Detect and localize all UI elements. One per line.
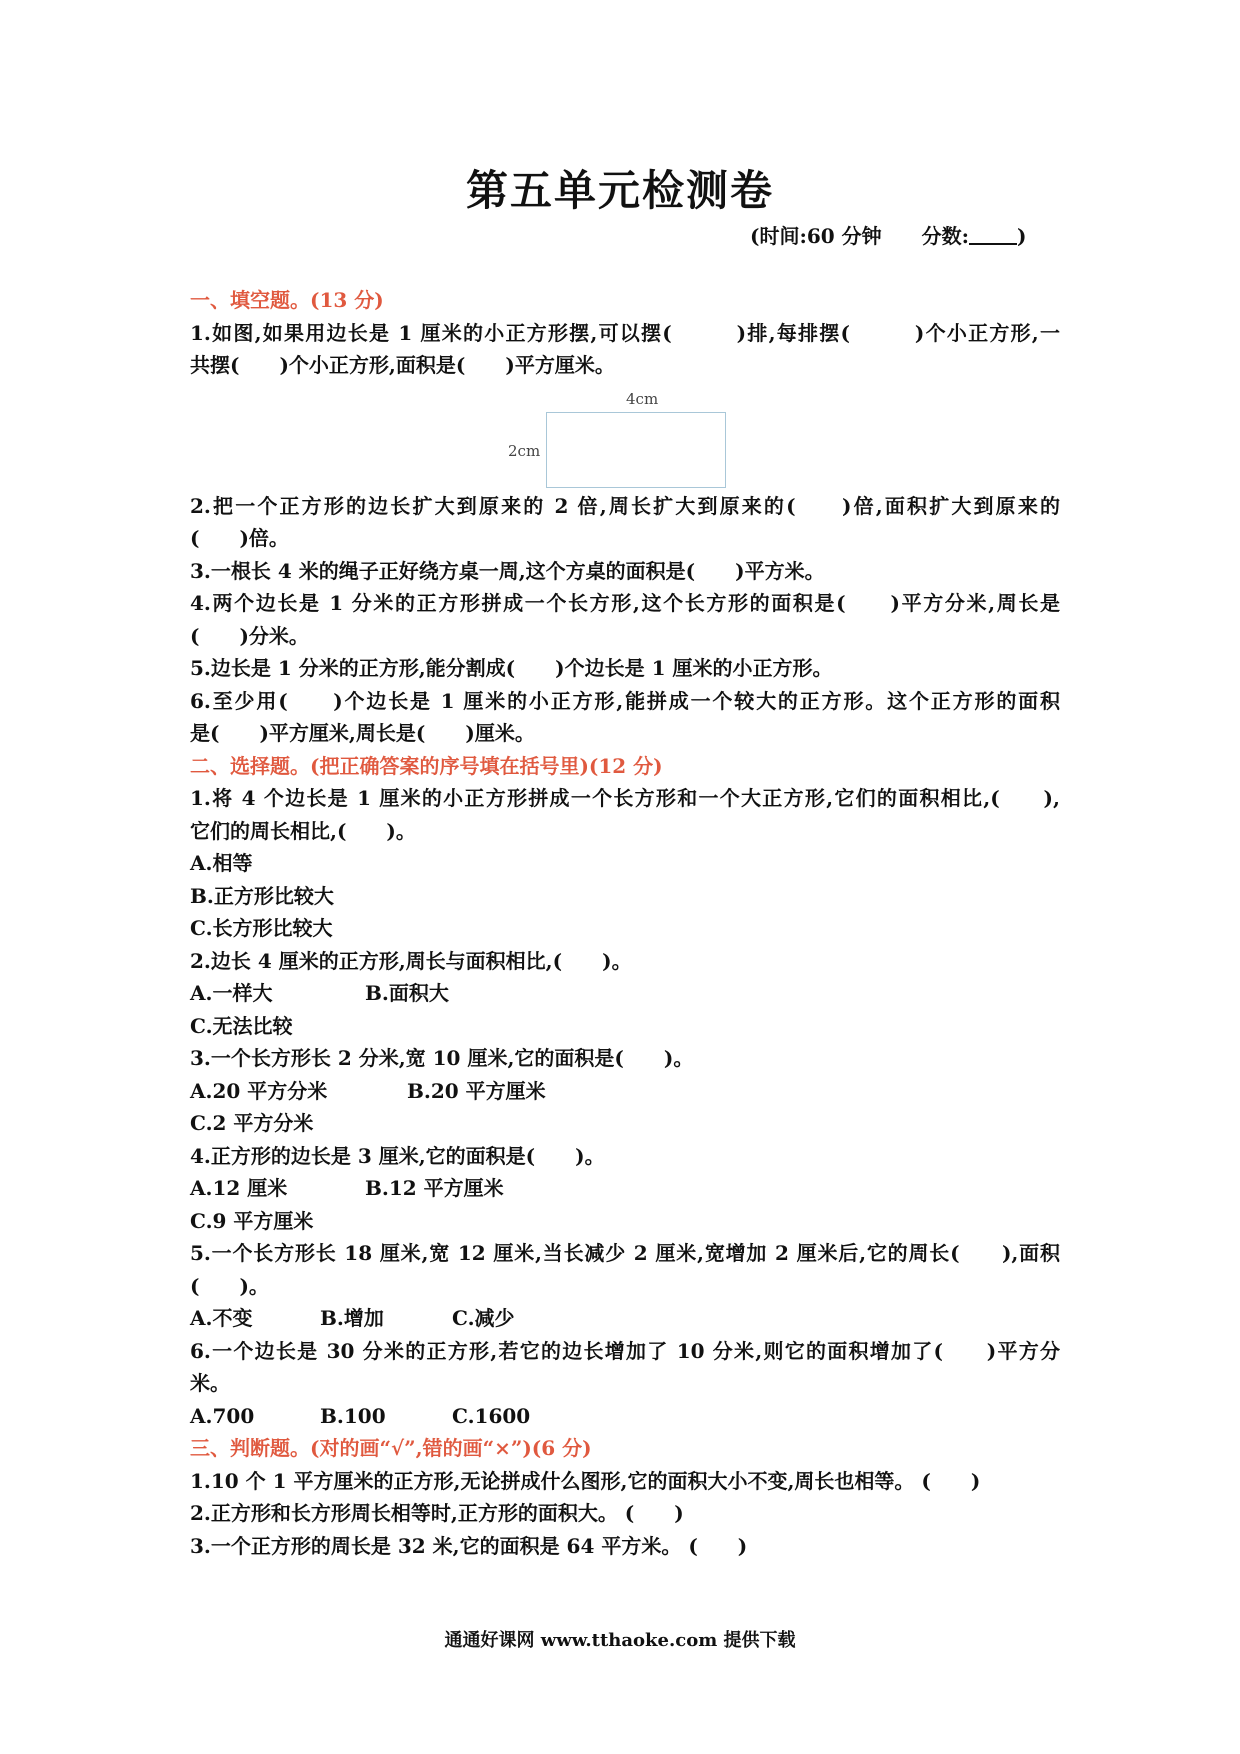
question-text: ( )分米。	[190, 623, 309, 648]
option: A.12 厘米	[190, 1176, 288, 1200]
question-text: 6.一个边长是 30 分米的正方形,若它的边长增加了 10 分米,则它的面积增加了( )平方分	[190, 1338, 1060, 1363]
option: B.20 平方厘米	[407, 1078, 546, 1103]
option-row	[190, 1400, 1060, 1433]
question-text: 2.把一个正方形的边长扩大到原来的 2 倍,周长扩大到原来的( )倍,面积扩大到原来的	[190, 493, 1060, 518]
option: A.700	[190, 1403, 255, 1428]
option: A.相等	[190, 851, 253, 875]
question-text: 它们的周长相比,( )。	[190, 818, 416, 843]
section-heading-fill: 一、填空题。(13 分)	[190, 288, 384, 312]
question-text: 是( )平方厘米,周长是( )厘米。	[190, 721, 535, 745]
question-text: 4.正方形的边长是 3 厘米,它的面积是( )。	[190, 1143, 605, 1168]
question-text: 5.一个长方形长 18 厘米,宽 12 厘米,当长减少 2 厘米,宽增加 2 厘米后,它的周长( ),面积	[190, 1241, 1060, 1265]
question-text: 米。	[190, 1371, 230, 1395]
section-heading-judge: 三、判断题。(对的画“√”,错的画“×”)(6 分)	[190, 1436, 592, 1460]
time-limit: (时间:60 分钟	[750, 224, 882, 248]
section-heading-choice: 二、选择题。(把正确答案的序号填在括号里)(12 分)	[190, 753, 663, 778]
question-text: ( )倍。	[190, 526, 289, 550]
option: C.2 平方分米	[190, 1111, 314, 1135]
question-text: 3.一根长 4 米的绳子正好绕方桌一周,这个方桌的面积是( )平方米。	[190, 558, 825, 583]
meta-close: )	[1017, 224, 1027, 248]
question-text: 5.边长是 1 分米的正方形,能分割成( )个边长是 1 厘米的小正方形。	[190, 656, 833, 680]
option: B.100	[320, 1403, 386, 1428]
footer-credit: 通通好课网 www.tthaoke.com 提供下载	[444, 1630, 796, 1651]
page-title: 第五单元检测卷	[465, 166, 774, 215]
question-text: 1.如图,如果用边长是 1 厘米的小正方形摆,可以摆( )排,每排摆( )个小正方形,一	[190, 320, 1060, 345]
score-blank[interactable]	[969, 225, 1017, 245]
option: B.12 平方厘米	[365, 1176, 504, 1200]
question-text: 3.一个长方形长 2 分米,宽 10 厘米,它的面积是( )。	[190, 1046, 694, 1070]
question-text: 4.两个边长是 1 分米的正方形拼成一个长方形,这个长方形的面积是( )平方分米,周长是	[190, 591, 1060, 615]
exam-content	[190, 284, 1060, 1562]
question-text: 2.正方形和长方形周长相等时,正方形的面积大。 ( )	[190, 1501, 684, 1525]
option: C.9 平方厘米	[190, 1208, 314, 1233]
option: A.20 平方分米	[190, 1078, 328, 1103]
exam-meta	[750, 220, 1027, 249]
option: B.增加	[320, 1306, 384, 1330]
option: B.正方形比较大	[190, 883, 334, 908]
option-row	[190, 1302, 1060, 1335]
rectangle-figure	[190, 382, 1060, 490]
question-text: 2.边长 4 厘米的正方形,周长与面积相比,( )。	[190, 948, 632, 973]
option: C.无法比较	[190, 1013, 293, 1038]
option-row	[190, 1075, 1060, 1108]
question-text: ( )。	[190, 1273, 269, 1298]
option: C.减少	[452, 1306, 515, 1330]
question-text: 6.至少用( )个边长是 1 厘米的小正方形,能拼成一个较大的正方形。这个正方形的面积	[190, 688, 1060, 713]
option-row	[190, 1172, 1060, 1205]
question-text: 1.10 个 1 平方厘米的正方形,无论拼成什么图形,它的面积大小不变,周长也相等。 ( )	[190, 1468, 981, 1493]
figure-height-label: 2cm	[508, 441, 541, 460]
question-text: 1.将 4 个边长是 1 厘米的小正方形拼成一个长方形和一个大正方形,它们的面积相比,( ),	[190, 786, 1060, 810]
option: A.不变	[190, 1306, 253, 1330]
option: A.一样大	[190, 981, 273, 1005]
option: C.长方形比较大	[190, 916, 333, 940]
figure-width-label: 4cm	[626, 389, 659, 408]
question-text: 共摆( )个小正方形,面积是( )平方厘米。	[190, 353, 615, 377]
score-label: 分数:	[921, 224, 970, 248]
option: B.面积大	[365, 981, 449, 1005]
rectangle-shape	[546, 412, 726, 488]
option: C.1600	[452, 1403, 531, 1428]
option-row	[190, 977, 1060, 1010]
question-text: 3.一个正方形的周长是 32 米,它的面积是 64 平方米。 ( )	[190, 1533, 748, 1558]
